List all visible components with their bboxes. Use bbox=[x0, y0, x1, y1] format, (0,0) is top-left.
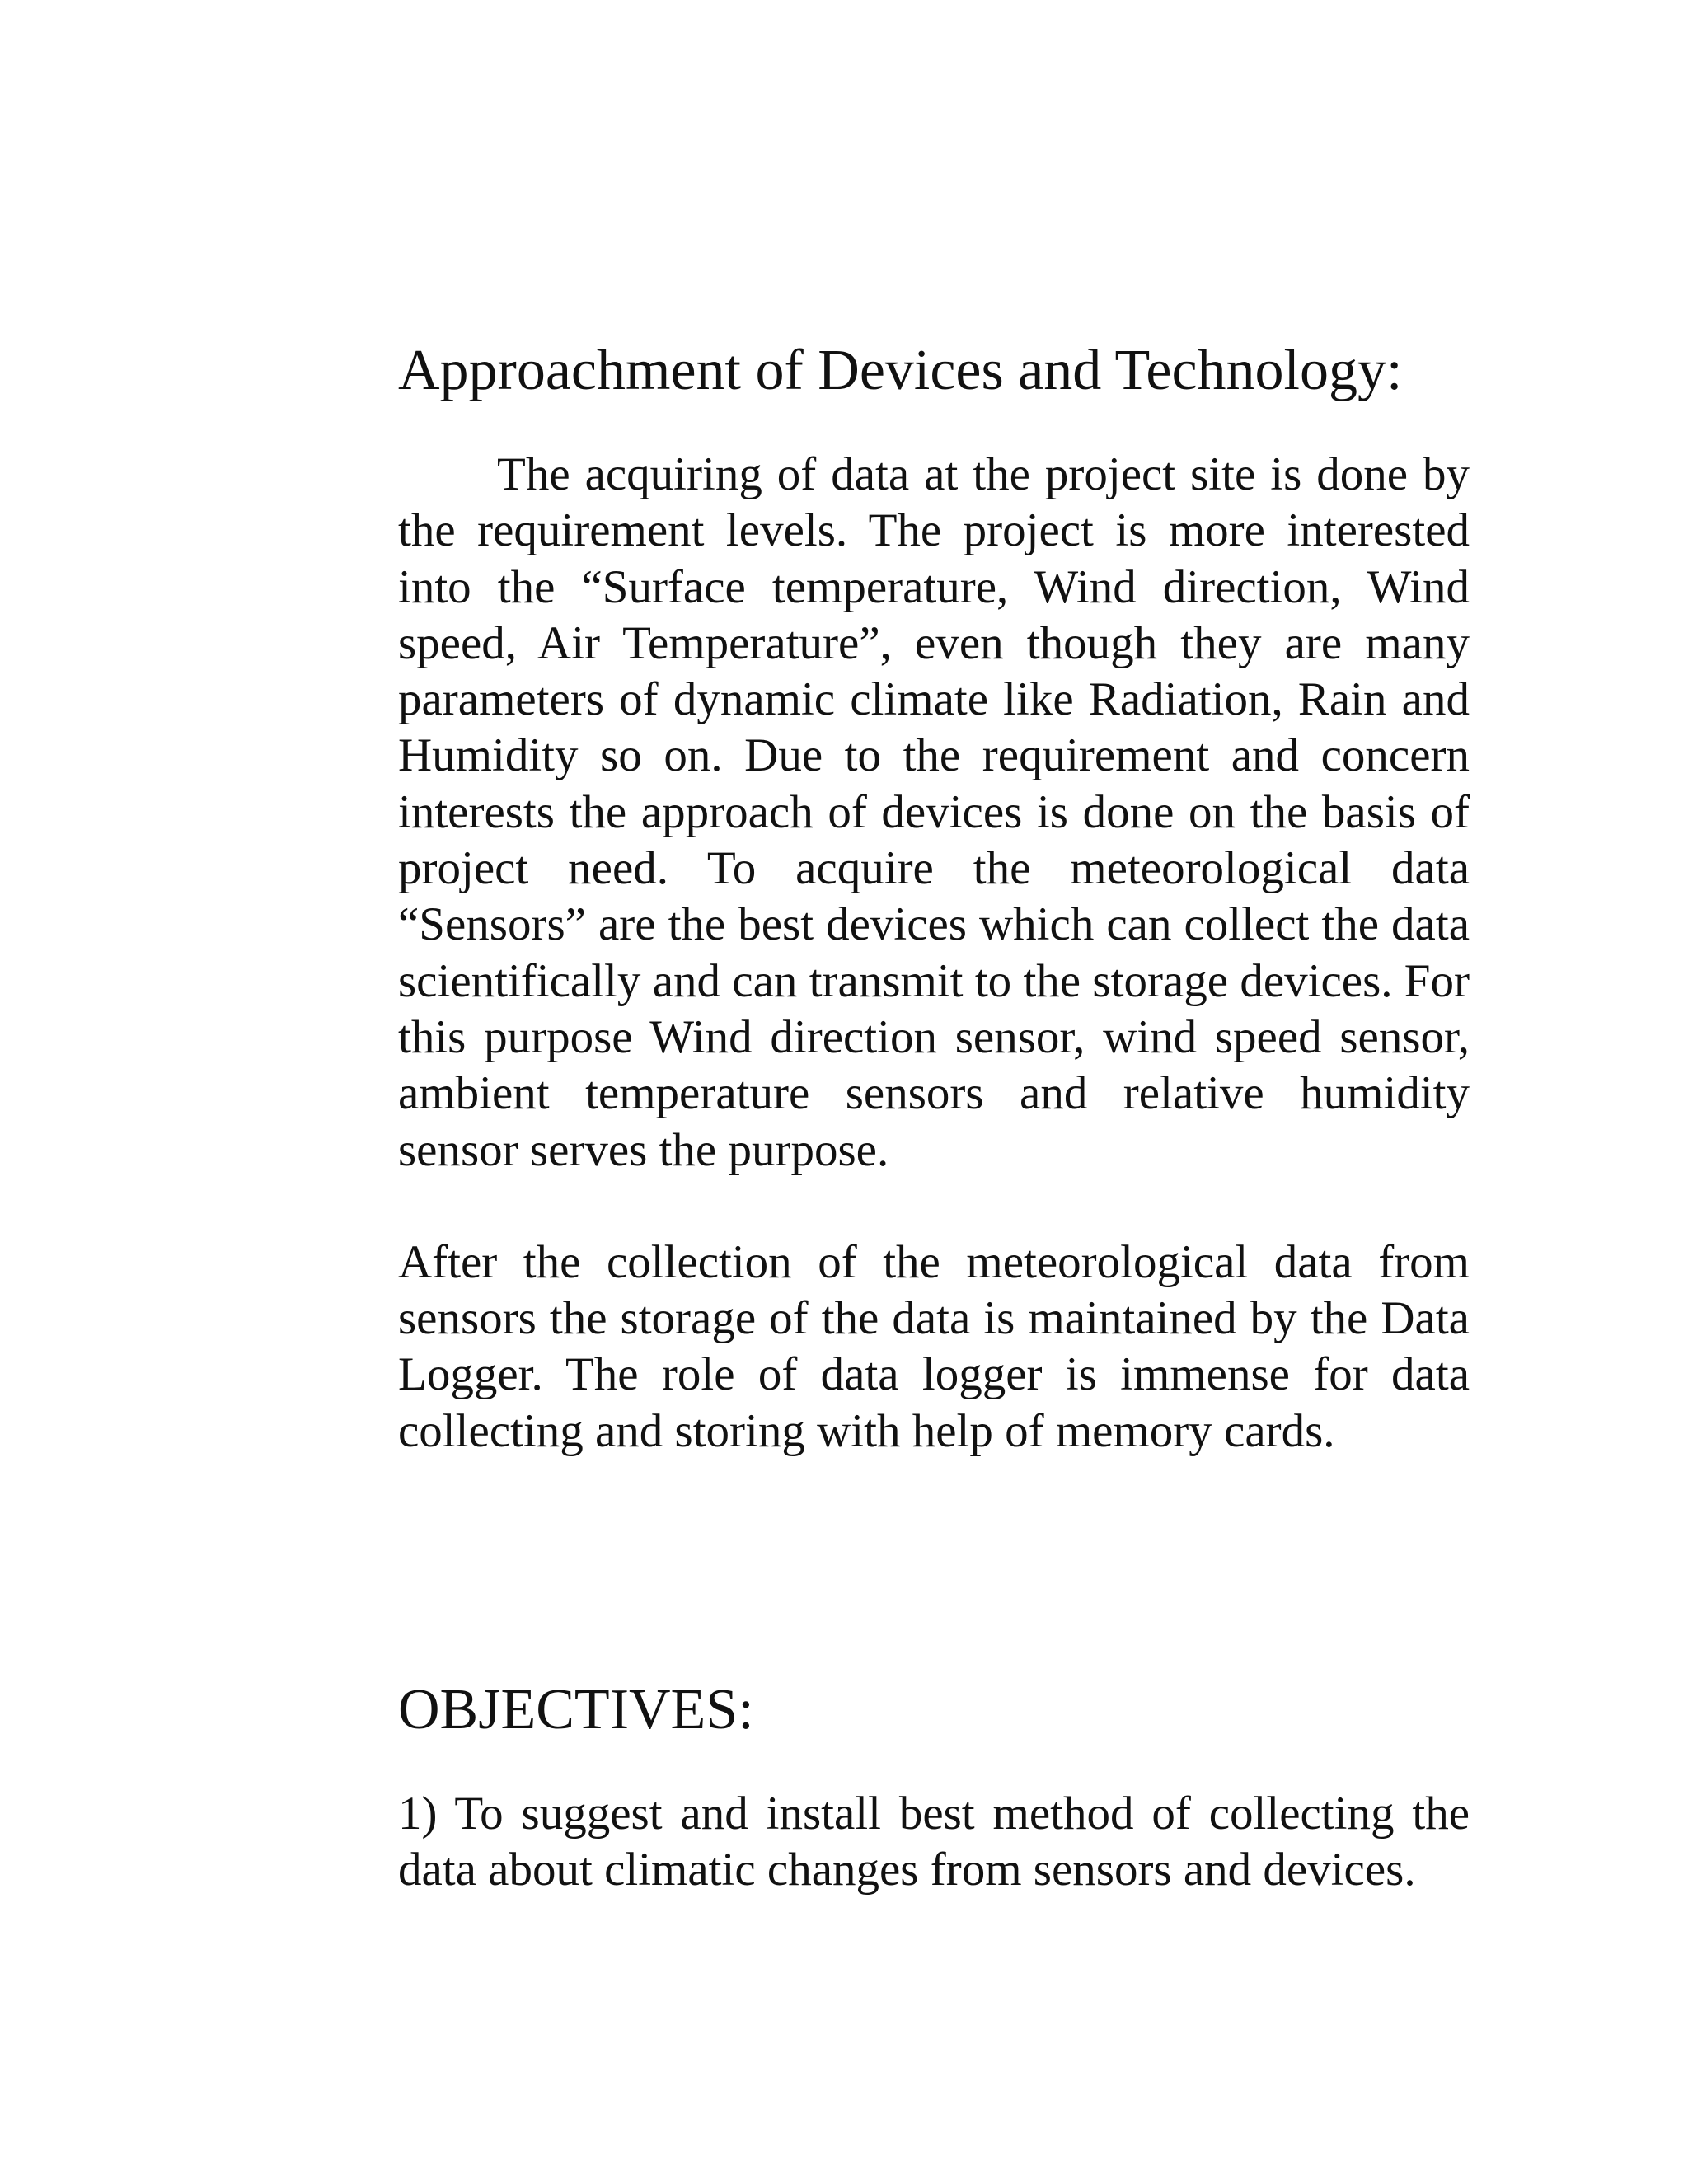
paragraph-data-logger: After the collection of the meteorological data from sensors the storage of the data is maintained by the Data Logger. The role of data logger is immense for data collecting and storing with help of memory cards. bbox=[398, 1235, 1470, 1457]
document-body bbox=[398, 330, 1470, 1899]
section-heading: Approachment of Devices and Technology: bbox=[398, 339, 1403, 402]
objective-item: 1) To suggest and install best method of collecting the data about climatic changes from sensors and devices. bbox=[398, 1788, 1470, 1896]
objectives-heading: OBJECTIVES: bbox=[398, 1678, 754, 1742]
paragraph-devices: The acquiring of data at the project site is done by the requirement levels. The project is more interested into the “Surface temperature, Wind direction, Wind speed, Air Temperature”, even though they are many parameters of dynamic climate like Radiation, Rain and Humidity so on. Due to the requirement and concern interests the approach of devices is done on the basis of project need. To acquire the meteorological data “Sensors” are the best devices which can collect the data scientifically and can transmit to the storage devices. For this purpose Wind direction sensor, wind speed sensor, ambient temperature sensors and relative humidity sensor serves the purpose. bbox=[398, 448, 1470, 1176]
